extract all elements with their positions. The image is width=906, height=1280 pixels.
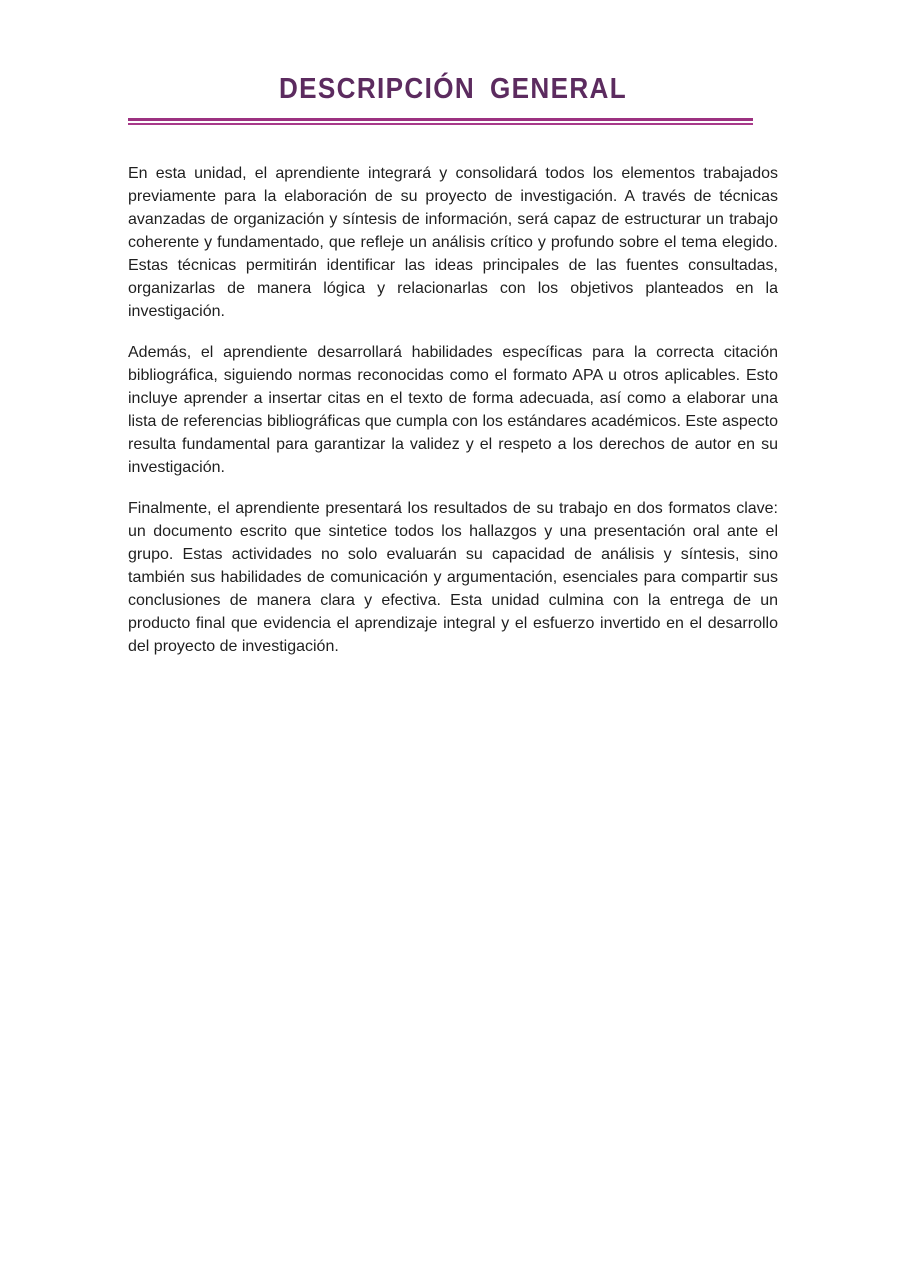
title-underline	[128, 118, 753, 125]
paragraph-introduction: En esta unidad, el aprendiente integrará y consolidará todos los elementos trabajados previamente para la elaboración de su proyecto de investigación. A través de técnicas avanzadas de organización y síntesis de información, será capaz de estructurar un trabajo coherente y fundamentado, que refleje un análisis crítico y profundo sobre el tema elegido. Estas técnicas permitirán identificar las ideas principales de las fuentes consultadas, organizarlas de manera lógica y relacionarlas con los objetivos planteados en la investigación.	[128, 165, 778, 320]
document-body	[128, 162, 778, 658]
paragraph-citation-skills: Además, el aprendiente desarrollará habilidades específicas para la correcta citación bibliográfica, siguiendo normas reconocidas como el formato APA u otros aplicables. Esto incluye aprender a insertar citas en el texto de forma adecuada, así como a elaborar una lista de referencias bibliográficas que cumpla con los estándares académicos. Este aspecto resulta fundamental para garantizar la validez y el respeto a los derechos de autor en su investigación.	[128, 344, 778, 476]
page-title: DESCRIPCIÓN GENERAL	[278, 73, 628, 105]
paragraph-final-deliverables: Finalmente, el aprendiente presentará los resultados de su trabajo en dos formatos clave: un documento escrito que sintetice todos los hallazgos y una presentación oral ante el grupo. Estas actividades no solo evaluarán su capacidad de análisis y síntesis, sino también sus habilidades de comunicación y argumentación, esenciales para compartir sus conclusiones de manera clara y efectiva. Esta unidad culmina con la entrega de un producto final que evidencia el aprendizaje integral y el esfuerzo invertido en el desarrollo del proyecto de investigación.	[128, 500, 778, 655]
title-underline-thin-line	[128, 123, 753, 125]
